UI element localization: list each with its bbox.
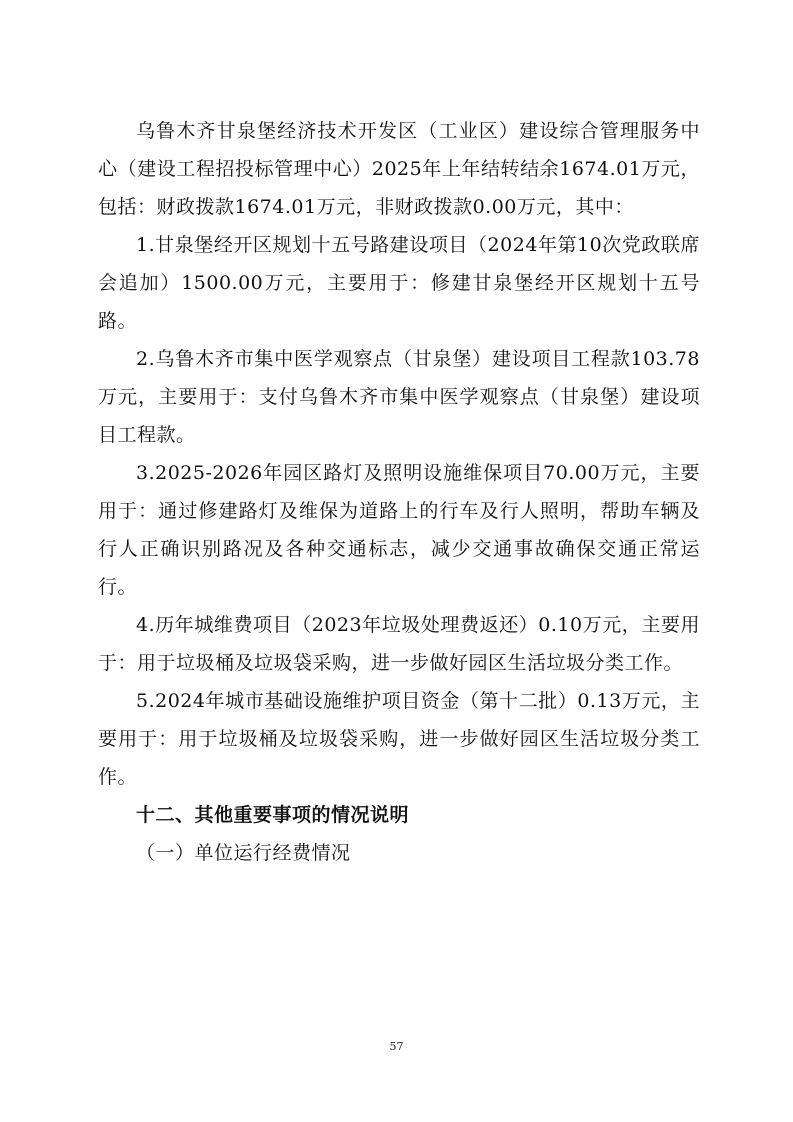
paragraph-item-3: 3.2025-2026年园区路灯及照明设施维保项目70.00万元，主要用于：通过修建路灯及维保为道路上的行车及行人照明，帮助车辆及行人正确识别路况及各种交通标志，减少交通事故确保交通正常运行。 <box>98 462 700 598</box>
page-number: 57 <box>389 1040 404 1053</box>
paragraph-item-5: 5.2024年城市基础设施维护项目资金（第十二批）0.13万元，主要用于：用于垃圾桶及垃圾袋采购，进一步做好园区生活垃圾分类工作。 <box>98 690 700 788</box>
subsection-heading: （一）单位运行经费情况 <box>136 842 351 864</box>
paragraph-carryover-summary: 乌鲁木齐甘泉堡经济技术开发区（工业区）建设综合管理服务中心（建设工程招投标管理中心）2025年上年结转结余1674.01万元，包括：财政拨款1674.01万元，非财政拨款0.00万元，其中： <box>98 120 700 218</box>
paragraph-item-1: 1.甘泉堡经开区规划十五号路建设项目（2024年第10次党政联席会追加）1500.00万元，主要用于：修建甘泉堡经开区规划十五号路。 <box>98 234 700 332</box>
document-body <box>98 112 700 872</box>
paragraph-item-2: 2.乌鲁木齐市集中医学观察点（甘泉堡）建设项目工程款103.78万元，主要用于：支付乌鲁木齐市集中医学观察点（甘泉堡）建设项目工程款。 <box>98 348 700 446</box>
section-heading: 十二、其他重要事项的情况说明 <box>136 804 410 826</box>
paragraph-item-4: 4.历年城维费项目（2023年垃圾处理费返还）0.10万元，主要用于：用于垃圾桶及垃圾袋采购，进一步做好园区生活垃圾分类工作。 <box>98 614 700 674</box>
